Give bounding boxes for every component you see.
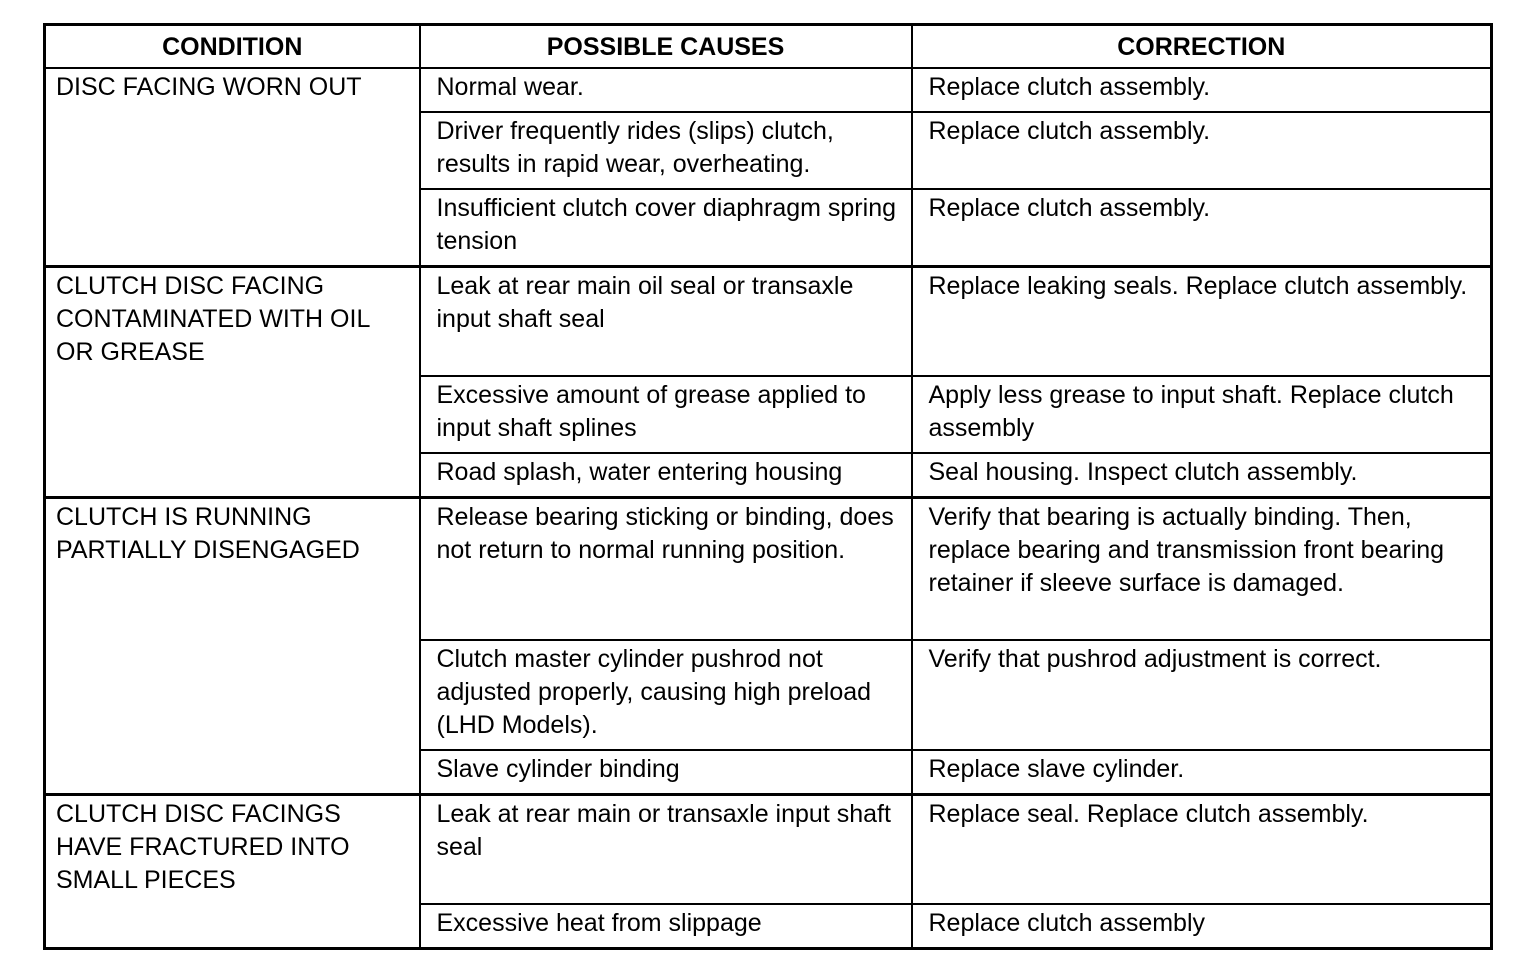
cause-cell: Normal wear.	[420, 68, 912, 112]
table-row	[45, 267, 1492, 376]
correction-cell: Replace slave cylinder.	[912, 750, 1492, 795]
correction-cell: Replace leaking seals. Replace clutch assembly.	[912, 267, 1492, 376]
correction-cell: Verify that bearing is actually binding. Then, replace bearing and transmission front bearing retainer if sleeve surface is damaged.	[912, 497, 1492, 640]
header-correction: CORRECTION	[912, 25, 1492, 69]
correction-cell: Replace clutch assembly	[912, 904, 1492, 949]
correction-cell: Replace clutch assembly.	[912, 68, 1492, 112]
condition-cell: DISC FACING WORN OUT	[45, 68, 420, 267]
cause-cell: Excessive heat from slippage	[420, 904, 912, 949]
header-possible-causes: POSSIBLE CAUSES	[420, 25, 912, 69]
condition-cell: CLUTCH DISC FACING CONTAMINATED WITH OIL OR GREASE	[45, 267, 420, 498]
cause-cell: Leak at rear main or transaxle input shaft seal	[420, 795, 912, 904]
cause-cell: Leak at rear main oil seal or transaxle input shaft seal	[420, 267, 912, 376]
cause-cell: Road splash, water entering housing	[420, 453, 912, 498]
condition-cell: CLUTCH IS RUNNING PARTIALLY DISENGAGED	[45, 497, 420, 795]
correction-cell: Apply less grease to input shaft. Replace clutch assembly	[912, 376, 1492, 453]
header-condition: CONDITION	[45, 25, 420, 69]
correction-cell: Replace clutch assembly.	[912, 189, 1492, 267]
cause-cell: Release bearing sticking or binding, does not return to normal running position.	[420, 497, 912, 640]
cause-cell: Excessive amount of grease applied to input shaft splines	[420, 376, 912, 453]
condition-cell: CLUTCH DISC FACINGS HAVE FRACTURED INTO SMALL PIECES	[45, 795, 420, 949]
table-header-row	[45, 25, 1492, 69]
table-row	[45, 795, 1492, 904]
correction-cell: Verify that pushrod adjustment is correct.	[912, 640, 1492, 750]
table-row	[45, 497, 1492, 640]
cause-cell: Slave cylinder binding	[420, 750, 912, 795]
table-row	[45, 68, 1492, 112]
cause-cell: Driver frequently rides (slips) clutch, results in rapid wear, overheating.	[420, 112, 912, 189]
correction-cell: Replace seal. Replace clutch assembly.	[912, 795, 1492, 904]
correction-cell: Seal housing. Inspect clutch assembly.	[912, 453, 1492, 498]
correction-cell: Replace clutch assembly.	[912, 112, 1492, 189]
diagnosis-table	[43, 23, 1493, 950]
cause-cell: Clutch master cylinder pushrod not adjusted properly, causing high preload (LHD Models).	[420, 640, 912, 750]
cause-cell: Insufficient clutch cover diaphragm spring tension	[420, 189, 912, 267]
